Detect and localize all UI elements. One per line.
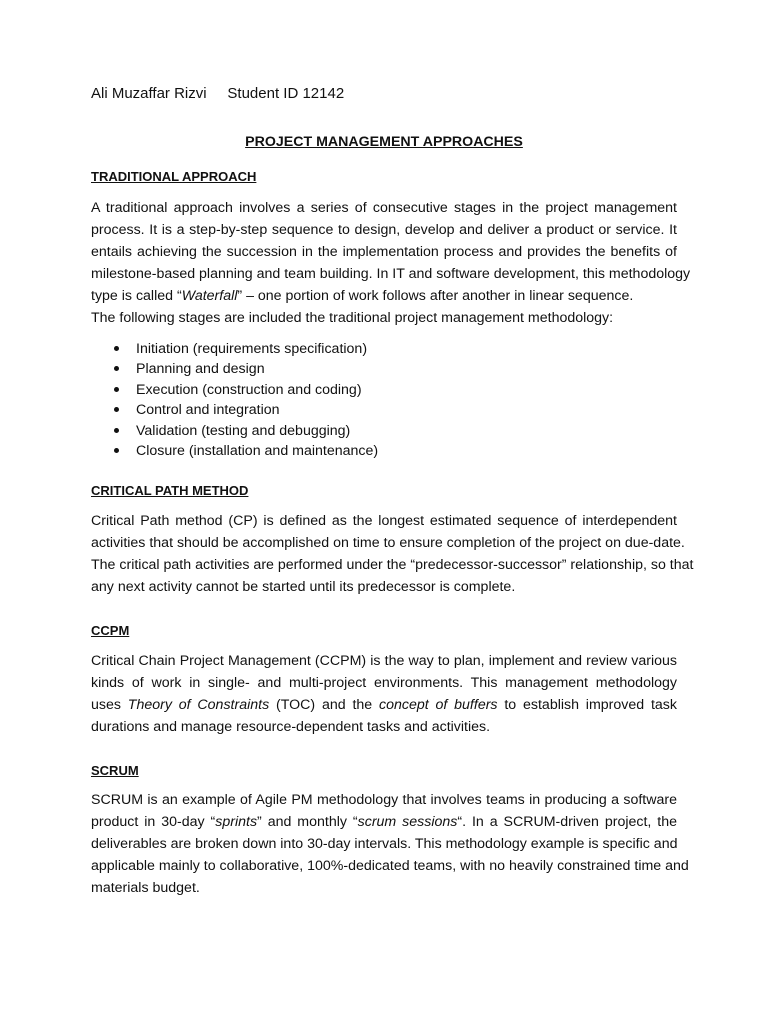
emphasis-concept-of-buffers: concept of buffers — [379, 697, 498, 713]
list-item — [114, 339, 378, 359]
paragraph-scrum — [91, 789, 689, 899]
text-run: (TOC) and the — [269, 697, 379, 713]
stages-list — [114, 339, 378, 461]
text-line: applicable mainly to collaborative, 100%-dedicated teams, with no heavily constrained time and — [91, 858, 689, 874]
emphasis-waterfall: Waterfall — [181, 288, 238, 304]
page-title: PROJECT MANAGEMENT APPROACHES — [245, 134, 523, 150]
bullet-icon — [114, 387, 119, 392]
text-line: A traditional approach involves a series of consecutive stages in the project management — [91, 200, 677, 216]
text-line: materials budget. — [91, 880, 200, 896]
section-heading-scrum: SCRUM — [91, 763, 139, 778]
emphasis-scrum-sessions: scrum sessions — [357, 814, 458, 830]
section-heading-traditional: TRADITIONAL APPROACH — [91, 169, 257, 184]
text-run: ” – one portion of work follows after another in linear sequence. — [237, 288, 634, 304]
text-line: Critical Path method (CP) is defined as the longest estimated sequence of interdependent — [91, 513, 677, 529]
list-item — [114, 380, 378, 400]
list-item-text: Initiation (requirements specification) — [136, 341, 368, 357]
list-item-text: Planning and design — [136, 361, 265, 378]
list-item — [114, 421, 378, 441]
bullet-icon — [114, 346, 119, 351]
text-line: any next activity cannot be started until its predecessor is complete. — [91, 579, 516, 595]
section-heading-critical-path: CRITICAL PATH METHOD — [91, 483, 249, 498]
text-line: entails achieving the succession in the implementation process and provides the benefits of — [91, 244, 677, 260]
text-run: “. In a SCRUM-driven project, the — [457, 814, 678, 830]
paragraph-critical-path — [91, 510, 694, 598]
text-line — [91, 285, 677, 307]
text-line: SCRUM is an example of Agile PM methodology that involves teams in producing a software — [91, 792, 677, 808]
bullet-icon — [114, 428, 119, 433]
text-line: deliverables are broken down into 30-day intervals. This methodology example is specific and — [91, 836, 678, 852]
emphasis-sprints: sprints — [215, 814, 258, 830]
list-item-text: Closure (installation and maintenance) — [136, 442, 379, 459]
bullet-icon — [114, 407, 119, 412]
bullet-icon — [114, 366, 119, 371]
text-line — [91, 694, 677, 716]
text-line: activities that should be accomplished on time to ensure completion of the project on due-date. — [91, 535, 685, 551]
text-line: process. It is a step-by-step sequence to design, develop and deliver a product or service. It — [91, 222, 677, 238]
text-line: durations and manage resource-dependent tasks and activities. — [91, 719, 491, 735]
text-line: The critical path activities are performed under the “predecessor-successor” relationship, so that — [91, 557, 694, 573]
text-run: to establish improved task — [497, 697, 677, 713]
list-item-text: Execution (construction and coding) — [136, 381, 362, 398]
list-item-text: Validation (testing and debugging) — [136, 422, 351, 439]
text-run: type is called “ — [91, 288, 182, 304]
text-line: The following stages are included the traditional project management methodology: — [91, 310, 614, 326]
bullet-icon — [114, 448, 119, 453]
text-line — [91, 811, 677, 833]
text-line: kinds of work in single- and multi-project environments. This management methodology — [91, 675, 677, 691]
author-line: Ali Muzaffar Rizvi Student ID 12142 — [91, 85, 345, 102]
paragraph-ccpm — [91, 650, 677, 738]
list-item — [114, 441, 378, 461]
text-line: milestone-based planning and team building. In IT and software development, this methodology — [91, 266, 691, 282]
list-item-text: Control and integration — [136, 402, 280, 419]
text-run: ” and monthly “ — [257, 814, 358, 830]
list-item — [114, 359, 378, 379]
list-item — [114, 400, 378, 420]
emphasis-theory-of-constraints: Theory of Constraints — [127, 697, 270, 713]
text-line: Critical Chain Project Management (CCPM) is the way to plan, implement and review various — [91, 653, 677, 669]
text-run: product in 30-day “ — [91, 814, 216, 830]
section-heading-ccpm: CCPM — [91, 623, 130, 638]
paragraph-traditional — [91, 197, 691, 329]
text-run: uses — [91, 697, 128, 713]
